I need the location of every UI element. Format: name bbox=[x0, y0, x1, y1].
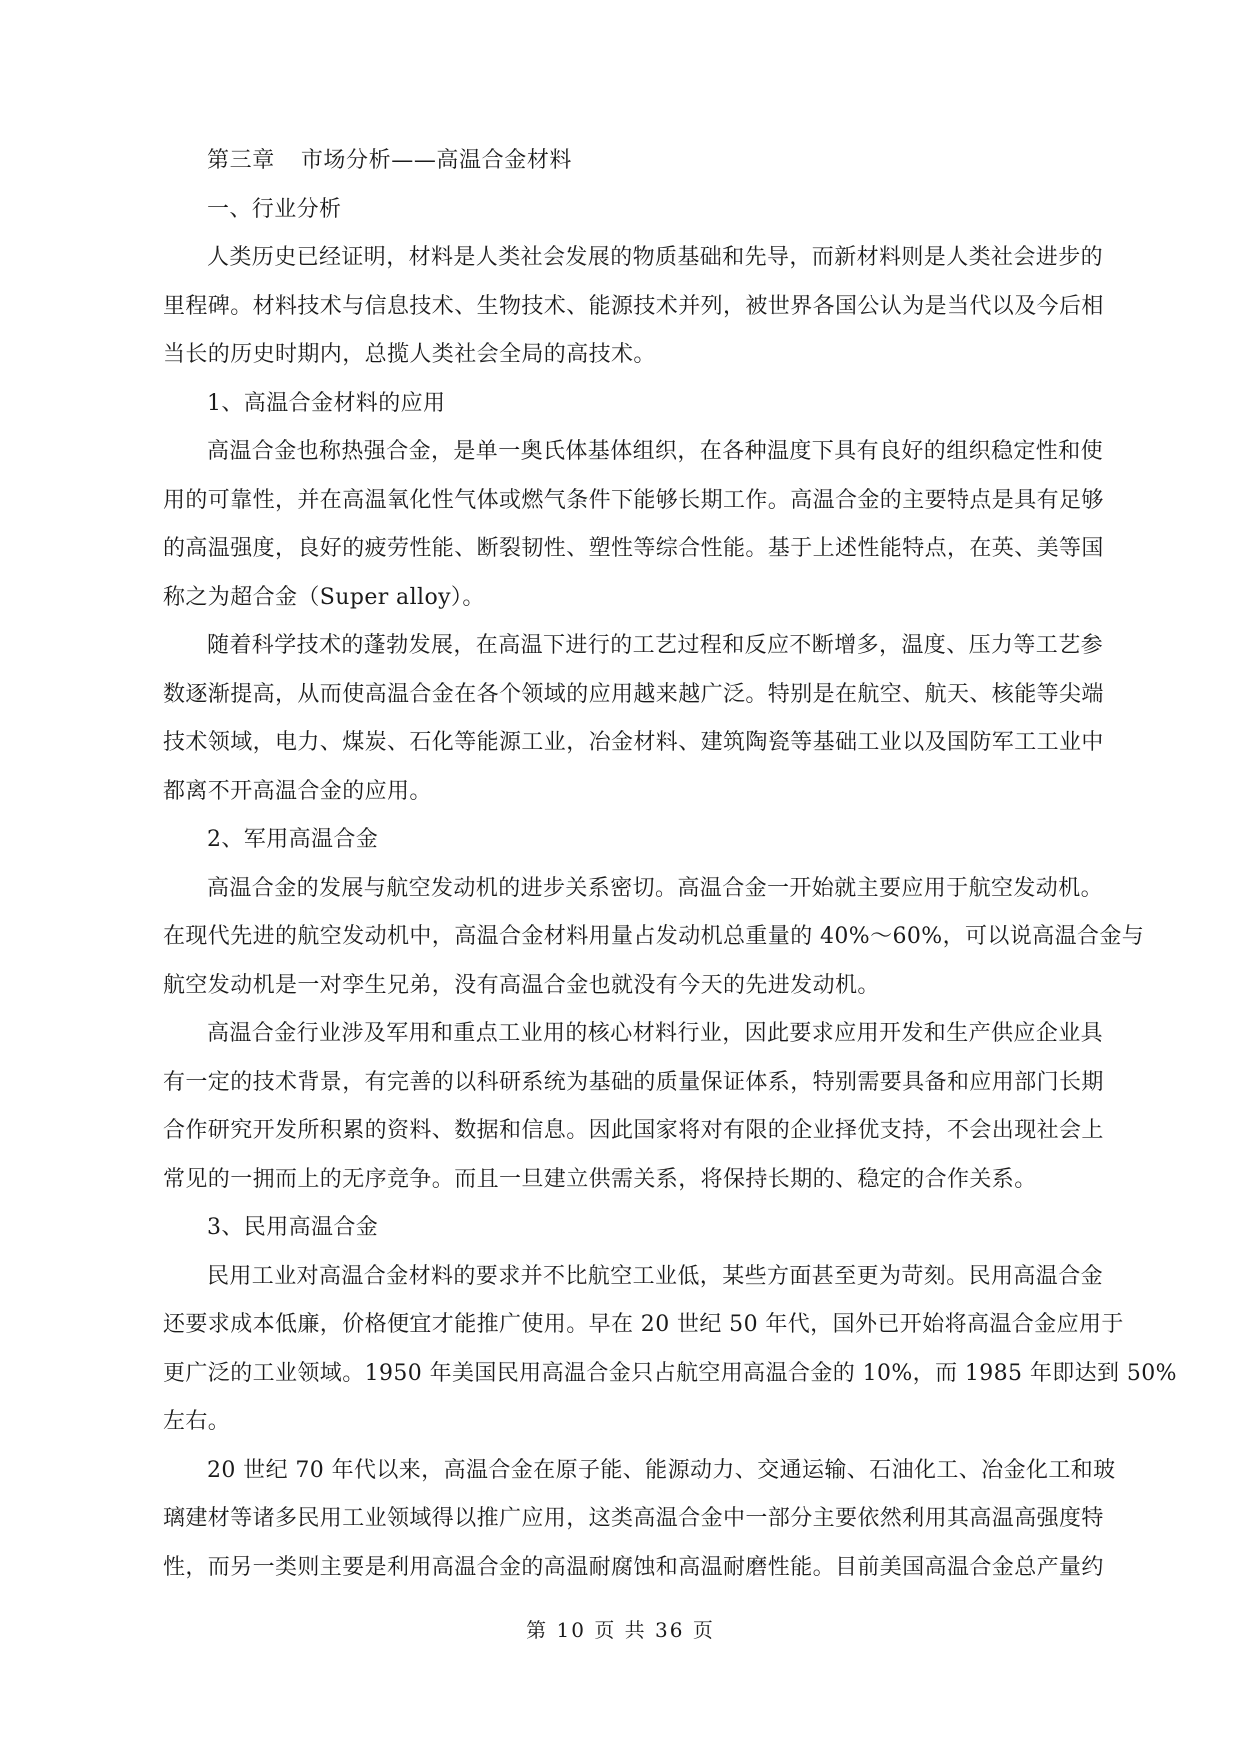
paragraph-line: 民用工业对高温合金材料的要求并不比航空工业低，某些方面甚至更为苛刻。民用高温合金 bbox=[207, 1263, 1104, 1289]
paragraph-line: 的高温强度，良好的疲劳性能、断裂韧性、塑性等综合性能。基于上述性能特点，在英、美等国 bbox=[163, 536, 1104, 561]
paragraph-civil-1 bbox=[163, 1261, 1177, 1439]
paragraph-line: 高温合金行业涉及军用和重点工业用的核心材料行业，因此要求应用开发和生产供应企业具 bbox=[207, 1021, 1104, 1046]
page-footer: 第 10 页 共 36 页 bbox=[526, 1618, 715, 1642]
paragraph-line: 里程碑。材料技术与信息技术、生物技术、能源技术并列，被世界各国公认为是当代以及今后相 bbox=[163, 293, 1104, 319]
subheading-military: 2、军用高温合金 bbox=[207, 827, 379, 852]
paragraph-application-2 bbox=[163, 630, 1104, 808]
section-heading-industry-analysis: 一、行业分析 bbox=[207, 196, 342, 222]
paragraph-line: 高温合金的发展与航空发动机的进步关系密切。高温合金一开始就主要应用于航空发动机。 bbox=[207, 875, 1104, 901]
paragraph-intro bbox=[163, 242, 1104, 371]
paragraph-line: 称之为超合金（Super alloy）。 bbox=[163, 584, 485, 610]
paragraph-line: 常见的一拥而上的无序竞争。而且一旦建立供需关系，将保持长期的、稳定的合作关系。 bbox=[163, 1166, 1037, 1192]
paragraph-military-1 bbox=[163, 873, 1145, 1002]
paragraph-line: 人类历史已经证明，材料是人类社会发展的物质基础和先导，而新材料则是人类社会进步的 bbox=[207, 245, 1104, 270]
subheading-application: 1、高温合金材料的应用 bbox=[207, 390, 446, 416]
paragraph-line: 用的可靠性，并在高温氧化性气体或燃气条件下能够长期工作。高温合金的主要特点是具有足够 bbox=[163, 487, 1104, 513]
paragraph-military-2 bbox=[163, 1018, 1104, 1196]
paragraph-line: 技术领域，电力、煤炭、石化等能源工业，冶金材料、建筑陶瓷等基础工业以及国防军工工业中 bbox=[163, 730, 1104, 755]
paragraph-line: 都离不开高温合金的应用。 bbox=[163, 778, 432, 804]
paragraph-line: 20 世纪 70 年代以来，高温合金在原子能、能源动力、交通运输、石油化工、冶金化工和玻 bbox=[207, 1457, 1116, 1483]
paragraph-line: 合作研究开发所积累的资料、数据和信息。因此国家将对有限的企业择优支持，不会出现社会上 bbox=[163, 1118, 1104, 1143]
paragraph-line: 有一定的技术背景，有完善的以科研系统为基础的质量保证体系，特别需要具备和应用部门长期 bbox=[163, 1069, 1104, 1095]
paragraph-line: 璃建材等诸多民用工业领域得以推广应用，这类高温合金中一部分主要依然利用其高温高强度特 bbox=[163, 1506, 1104, 1531]
paragraph-line: 更广泛的工业领域。1950 年美国民用高温合金只占航空用高温合金的 10%，而 1985 年即达到 50% bbox=[163, 1360, 1177, 1386]
paragraph-line: 当长的历史时期内，总揽人类社会全局的高技术。 bbox=[163, 342, 656, 367]
paragraph-line: 航空发动机是一对孪生兄弟，没有高温合金也就没有今天的先进发动机。 bbox=[163, 972, 880, 998]
paragraph-line: 性，而另一类则主要是利用高温合金的高温耐腐蚀和高温耐磨性能。目前美国高温合金总产量约 bbox=[163, 1554, 1104, 1580]
chapter-heading bbox=[163, 145, 1083, 177]
chapter-number: 第三章 bbox=[207, 148, 275, 173]
paragraph-line: 高温合金也称热强合金，是单一奥氏体基体组织，在各种温度下具有良好的组织稳定性和使 bbox=[207, 439, 1104, 464]
paragraph-line: 随着科学技术的蓬勃发展，在高温下进行的工艺过程和反应不断增多，温度、压力等工艺参 bbox=[207, 633, 1104, 658]
subheading-civil: 3、民用高温合金 bbox=[207, 1215, 379, 1240]
chapter-title: 市场分析——高温合金材料 bbox=[300, 148, 573, 173]
paragraph-line: 左右。 bbox=[163, 1409, 231, 1434]
paragraph-line: 数逐渐提高，从而使高温合金在各个领域的应用越来越广泛。特别是在航空、航天、核能等尖端 bbox=[163, 681, 1104, 707]
paragraph-application-1 bbox=[163, 436, 1104, 614]
paragraph-civil-2 bbox=[163, 1455, 1116, 1584]
document-body bbox=[163, 145, 1177, 1584]
paragraph-line: 在现代先进的航空发动机中，高温合金材料用量占发动机总重量的 40%～60%，可以说高温合金与 bbox=[163, 924, 1145, 949]
paragraph-line: 还要求成本低廉，价格便宜才能推广使用。早在 20 世纪 50 年代，国外已开始将高温合金应用于 bbox=[163, 1312, 1124, 1337]
